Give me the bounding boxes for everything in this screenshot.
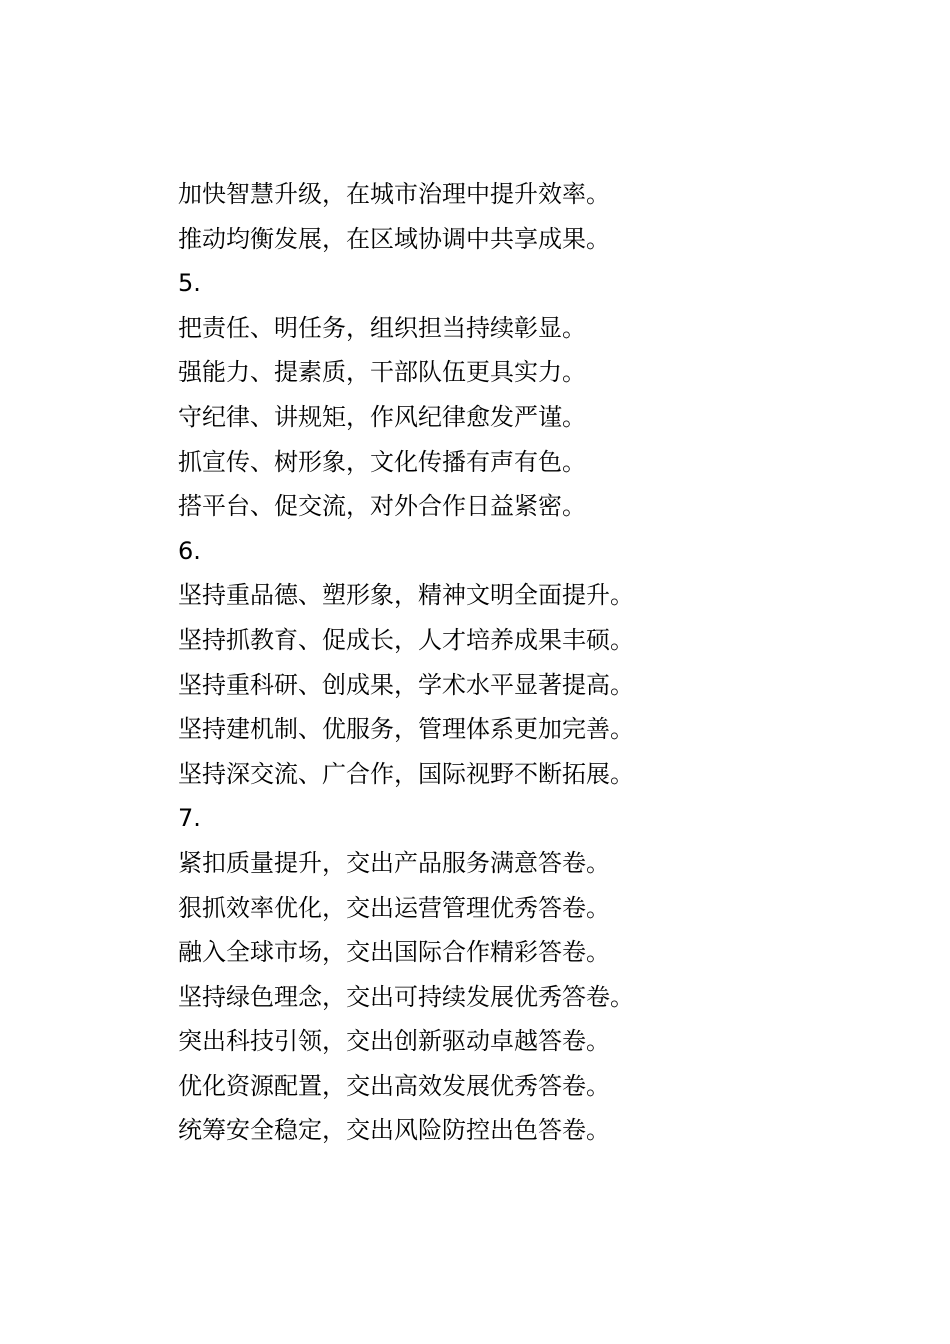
- section-number: 7.: [178, 804, 201, 833]
- text-line: 把责任、明任务，组织担当持续彰显。: [178, 313, 586, 342]
- document-body: [178, 172, 878, 1153]
- text-line: 坚持绿色理念，交出可持续发展优秀答卷。: [178, 982, 634, 1011]
- text-line: 坚持深交流、广合作，国际视野不断拓展。: [178, 759, 634, 788]
- text-line: 突出科技引领，交出创新驱动卓越答卷。: [178, 1027, 610, 1056]
- text-line: 坚持抓教育、促成长，人才培养成果丰硕。: [178, 625, 634, 654]
- section-number: 6.: [178, 536, 201, 565]
- text-line: 紧扣质量提升，交出产品服务满意答卷。: [178, 848, 610, 877]
- text-line: 守纪律、讲规矩，作风纪律愈发严谨。: [178, 402, 586, 431]
- text-line: 狠抓效率优化，交出运营管理优秀答卷。: [178, 893, 610, 922]
- text-line: 抓宣传、树形象，文化传播有声有色。: [178, 447, 586, 476]
- text-line: 坚持建机制、优服务，管理体系更加完善。: [178, 715, 634, 744]
- text-line: 统筹安全稳定，交出风险防控出色答卷。: [178, 1116, 610, 1145]
- text-line: 加快智慧升级，在城市治理中提升效率。: [178, 180, 610, 208]
- text-line: 强能力、提素质，干部队伍更具实力。: [178, 358, 586, 387]
- text-line: 推动均衡发展，在区域协调中共享成果。: [178, 224, 610, 253]
- text-line: 坚持重科研、创成果，学术水平显著提高。: [178, 670, 634, 699]
- text-line: 坚持重品德、塑形象，精神文明全面提升。: [178, 581, 634, 610]
- text-line: 优化资源配置，交出高效发展优秀答卷。: [178, 1071, 610, 1100]
- section-number: 5.: [178, 269, 201, 298]
- text-line: 融入全球市场，交出国际合作精彩答卷。: [178, 938, 610, 967]
- text-line: 搭平台、促交流，对外合作日益紧密。: [178, 492, 586, 521]
